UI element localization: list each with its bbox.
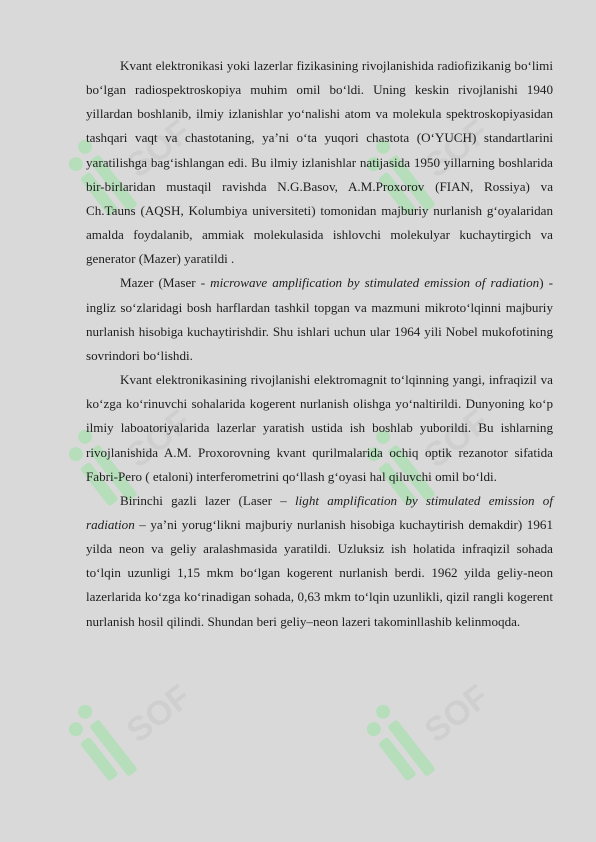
italic-term: microwave amplification by stimulated emission of radiation (210, 275, 540, 291)
text-run: ) - ingliz so‘zlaridagi bosh harflardan tashkil topgan va mazmuni mikroto‘lqinni majburiy nurlanish hisobiga kuchaytirishdir. Shu ishlari uchun ular 1964 yili Nobel mukofotining sovrindori bo‘lishdi. (86, 275, 554, 363)
ji-logo-icon (38, 636, 233, 834)
paragraph (86, 271, 553, 368)
watermark (38, 636, 233, 834)
watermark (336, 636, 531, 834)
text-run: Mazer (Maser - (120, 275, 211, 291)
text-run: – ya’ni yorug‘likni majburiy nurlanish hisobiga kuchaytirish demakdir) 1961 yilda neon va geliy aralashmasida yaratildi. Uzluksiz ish holatida infraqizil sohada to‘lqin uzunligi 1,15 mkm bo‘lgan kogerent nurlanish berdi. 1962 yilda geliy-neon lazerlarida ko‘zga ko‘rinadigan sohada, 0,63 mkm to‘lqin uzunlikli, qizil rangli kogerent nurlanish hosil qilindi. Shundan beri geliy–neon lazeri takominllashib kelinmoqda. (86, 516, 553, 629)
paragraph (86, 489, 553, 634)
watermark-text: SOFT (417, 389, 513, 476)
body-text (86, 54, 553, 634)
watermark-text: SOFT (119, 664, 215, 751)
text-run: Kvant elektronikasining rivojlanishi elektromagnit to‘lqinning yangi, infraqizil va ko‘zga ko‘rinuvchi sohalarida kogerent nurlanish olishga yo‘naltirildi. Dunyoning ko‘p ilmiy laboatoriyalarida lazerlar yaratish ustida ish boshlab yuborildi. Bu ishlarning rivojlanishida A.M. Proxorovning kvant qurilmalarida ochiq optik rezanotor sifatida Fabri-Pero ( etaloni) interferometrini qo‘llash g‘oyasi hal qiluvchi omil bo‘ldi. (86, 372, 553, 484)
text-run: Birinchi gazli lazer (Laser – (120, 492, 295, 508)
watermark-text: SOFT (417, 99, 513, 186)
paragraph (86, 368, 553, 489)
watermark-text: SOFT (119, 389, 215, 476)
ji-logo-icon (336, 636, 531, 834)
text-run: Kvant elektronikasi yoki lazerlar fizikasining rivojlanishida radiofizikanig bo‘limi bo‘lgan radiospektroskopiya muhim omil bo‘ldi. Uning keskin rivojlanishi 1940 yillardan boshlanib, ilmiy izlanishlar yo‘nalishi atom va molekula spektroskopiyasidan tashqari vaqt va chastotaning, ya’ni o‘ta yuqori chastota (O‘YUCH) standartlarini yaratilishga bag‘ishlangan edi. Bu ilmiy izlanishlar natijasida 1950 yillarning boshlarida bir-birlaridan mustaqil ravishda N.G.Basov, A.M.Proxorov (FIAN, Rossiya) va Ch.Tauns (AQSH, Kolumbiya universiteti) tomonidan majburiy nurlanish g‘oyalaridan amalda foydalanib, ammiak molekulasida ishlovchi molekulyar kuchaytirgich va generator (Mazer) yaratildi . (86, 58, 553, 267)
italic-term: light amplification by stimulated emission of radiation (86, 492, 553, 532)
watermark-text: SOFT (119, 99, 215, 186)
watermark-text: SOFT (417, 664, 513, 751)
paragraph (86, 54, 553, 271)
